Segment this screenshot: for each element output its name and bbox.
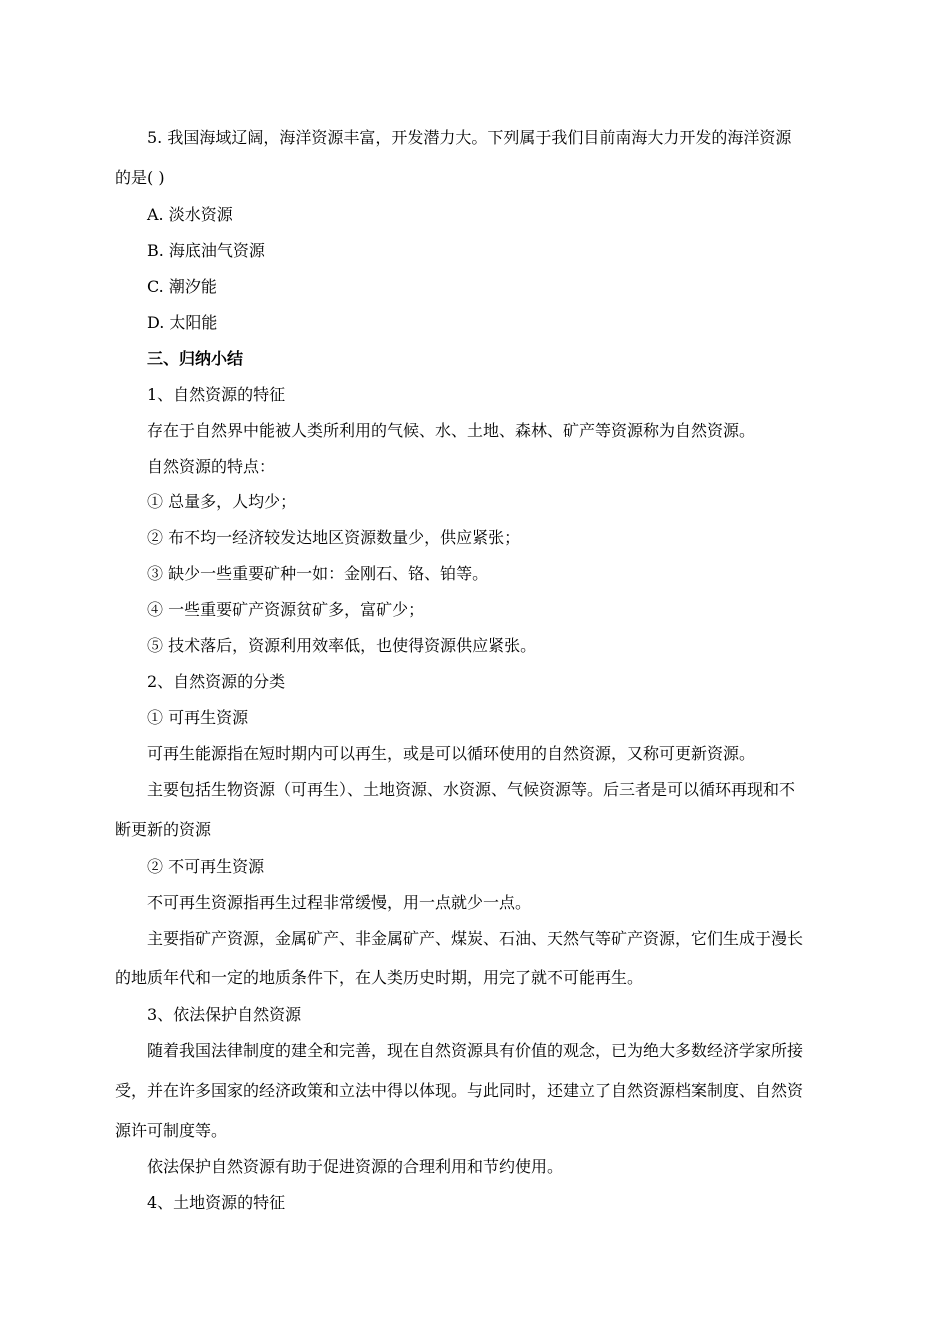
feature-item-1: ① 总量多，人均少； xyxy=(147,492,297,511)
feature-item-5: ⑤ 技术落后，资源利用效率低，也使得资源供应紧张。 xyxy=(147,636,537,655)
feature-item-4: ④ 一些重要矿产资源贫矿多，富矿少； xyxy=(147,600,425,619)
subsection-3-title: 3、依法保护自然资源 xyxy=(147,1005,302,1024)
law-paragraph-line3: 源许可制度等。 xyxy=(115,1121,228,1140)
subsection-1-definition: 存在于自然界中能被人类所利用的气候、水、土地、森林、矿产等资源称为自然资源。 xyxy=(147,421,756,440)
option-a: A. 淡水资源 xyxy=(147,205,233,224)
law-conclusion: 依法保护自然资源有助于促进资源的合理利用和节约使用。 xyxy=(147,1157,564,1176)
feature-item-2: ② 布不均一经济较发达地区资源数量少，供应紧张； xyxy=(147,528,521,547)
nonrenewable-title: ② 不可再生资源 xyxy=(147,857,265,876)
nonrenewable-main-line2: 的地质年代和一定的地质条件下，在人类历史时期，用完了就不可能再生。 xyxy=(115,968,644,987)
option-c: C. 潮汐能 xyxy=(147,277,217,296)
feature-item-3: ③ 缺少一些重要矿种一如：金刚石、铬、铂等。 xyxy=(147,564,489,583)
features-label: 自然资源的特点： xyxy=(147,457,276,476)
question-stem-line1: 5. 我国海域辽阔，海洋资源丰富，开发潜力大。下列属于我们目前南海大力开发的海洋资源 xyxy=(147,128,792,147)
nonrenewable-definition: 不可再生资源指再生过程非常缓慢，用一点就少一点。 xyxy=(147,893,532,912)
renewable-title: ① 可再生资源 xyxy=(147,708,249,727)
subsection-1-title: 1、自然资源的特征 xyxy=(147,385,286,404)
question-stem-line2: 的是( ) xyxy=(115,168,165,187)
option-b: B. 海底油气资源 xyxy=(147,241,265,260)
subsection-2-title: 2、自然资源的分类 xyxy=(147,672,286,691)
nonrenewable-main-line1: 主要指矿产资源，金属矿产、非金属矿产、煤炭、石油、天然气等矿产资源，它们生成于漫长 xyxy=(147,929,804,948)
renewable-definition: 可再生能源指在短时期内可以再生，或是可以循环使用的自然资源，又称可更新资源。 xyxy=(147,744,756,763)
option-d: D. 太阳能 xyxy=(147,313,218,332)
renewable-main-line2: 断更新的资源 xyxy=(115,820,212,839)
law-paragraph-line2: 受，并在许多国家的经济政策和立法中得以体现。与此同时，还建立了自然资源档案制度、自然资 xyxy=(115,1081,804,1100)
section-heading: 三、归纳小结 xyxy=(147,349,244,368)
subsection-4-title: 4、土地资源的特征 xyxy=(147,1193,286,1212)
renewable-main-line1: 主要包括生物资源（可再生）、土地资源、水资源、气候资源等。后三者是可以循环再现和不 xyxy=(147,780,796,799)
law-paragraph-line1: 随着我国法律制度的建全和完善，现在自然资源具有价值的观念，已为绝大多数经济学家所接 xyxy=(147,1041,804,1060)
